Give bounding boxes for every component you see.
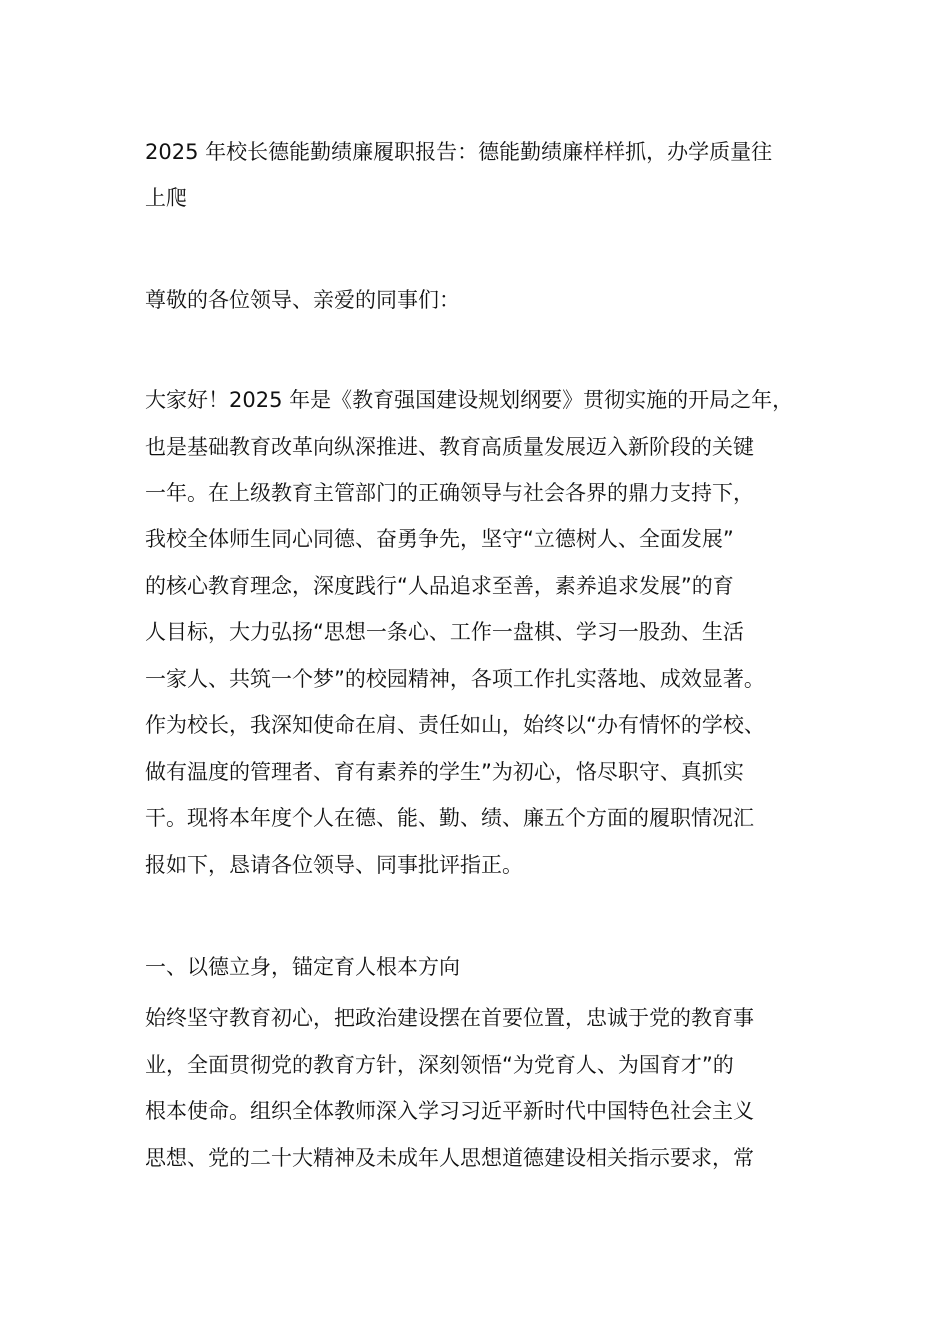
- intro-paragraph-line: 一家人、共筑一个梦”的校园精神，各项工作扎实落地、成效显著。: [145, 667, 765, 691]
- section-paragraph-line: 思想、党的二十大精神及未成年人思想道德建设相关指示要求，常: [145, 1146, 754, 1170]
- intro-paragraph-line: 人目标，大力弘扬“思想一条心、工作一盘棋、学习一股劲、生活: [145, 620, 744, 644]
- intro-paragraph-line: 的核心教育理念，深度践行“人品追求至善，素养追求发展”的育: [145, 574, 734, 598]
- section-heading: 一、以德立身，锚定育人根本方向: [145, 955, 460, 979]
- section-paragraph-line: 始终坚守教育初心，把政治建设摆在首要位置，忠诚于党的教育事: [145, 1006, 754, 1030]
- intro-paragraph-line: 作为校长，我深知使命在肩、责任如山，始终以“办有情怀的学校、: [145, 713, 765, 737]
- intro-paragraph-line: 也是基础教育改革向纵深推进、教育高质量发展迈入新阶段的关键: [145, 435, 754, 459]
- intro-paragraph-line: 干。现将本年度个人在德、能、勤、绩、廉五个方面的履职情况汇: [145, 806, 754, 830]
- title-line: 2025 年校长德能勤绩廉履职报告：德能勤绩廉样样抓，办学质量往: [145, 140, 773, 164]
- intro-paragraph-line: 报如下，恳请各位领导、同事批评指正。: [145, 853, 523, 877]
- intro-paragraph-line: 大家好！2025 年是《教育强国建设规划纲要》贯彻实施的开局之年，: [145, 388, 794, 412]
- title-line: 上爬: [145, 186, 187, 210]
- intro-paragraph-line: 做有温度的管理者、育有素养的学生”为初心，恪尽职守、真抓实: [145, 760, 744, 784]
- intro-paragraph-line: 一年。在上级教育主管部门的正确领导与社会各界的鼎力支持下，: [145, 481, 754, 505]
- salutation: 尊敬的各位领导、亲爱的同事们：: [145, 288, 460, 312]
- intro-paragraph-line: 我校全体师生同心同德、奋勇争先，坚守“立德树人、全面发展”: [145, 527, 734, 551]
- section-paragraph-line: 业，全面贯彻党的教育方针，深刻领悟“为党育人、为国育才”的: [145, 1053, 734, 1077]
- section-paragraph-line: 根本使命。组织全体教师深入学习习近平新时代中国特色社会主义: [145, 1099, 754, 1123]
